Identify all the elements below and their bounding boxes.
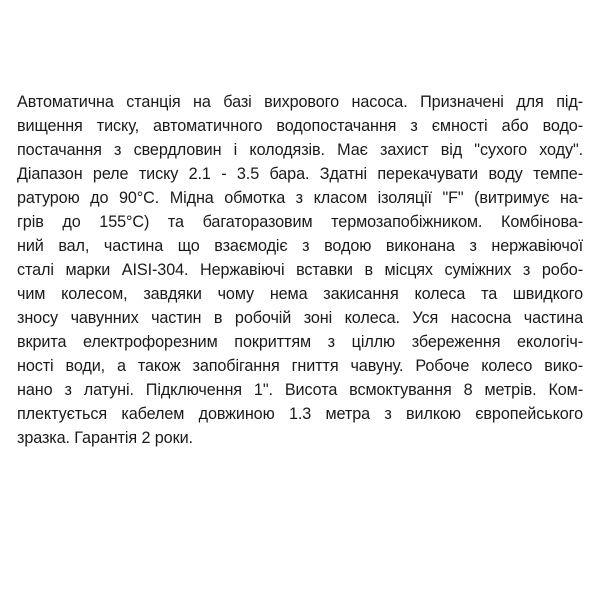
- description-line-2: вищення тиску, автоматичного водопостачання з ємності або водо-: [17, 117, 583, 135]
- description-line-15: зразка. Гарантія 2 роки.: [17, 429, 193, 447]
- description-line-9: чим колесом, завдяки чому нема закисання колеса та швидкого: [17, 285, 583, 303]
- description-line-13: нано з латуні. Підключення 1". Висота всмоктування 8 метрів. Ком-: [17, 381, 583, 399]
- description-line-6: грів до 155°С) та багаторазовим термозапобіжником. Комбінова-: [17, 213, 583, 231]
- description-line-12: ності води, а також запобігання гниття чавуну. Робоче колесо вико-: [17, 357, 583, 375]
- description-line-4: Діапазон реле тиску 2.1 - 3.5 бара. Здатні перекачувати воду темпе-: [17, 165, 583, 183]
- description-line-5: ратурою до 90°С. Мідна обмотка з класом ізоляції "F" (витримує на-: [17, 189, 583, 207]
- description-line-7: ний вал, частина що взаємодіє з водою виконана з нержавіючої: [17, 237, 583, 255]
- description-line-8: сталі марки AISI-304. Нержавіючі вставки в місцях суміжних з робо-: [17, 261, 583, 279]
- description-line-14: плектується кабелем довжиною 1.3 метра з вилкою європейського: [17, 405, 583, 423]
- description-line-1: Автоматична станція на базі вихрового насоса. Призначені для під-: [17, 93, 583, 111]
- description-line-11: вкрита електрофорезним покриттям з ціллю збереження екологіч-: [17, 333, 583, 351]
- product-description: [17, 90, 583, 450]
- description-line-10: зносу чавунних частин в робочій зоні колеса. Уся насосна частина: [17, 309, 583, 327]
- description-line-3: постачання з свердловин і колодязів. Має захист від "сухого ходу".: [17, 141, 583, 159]
